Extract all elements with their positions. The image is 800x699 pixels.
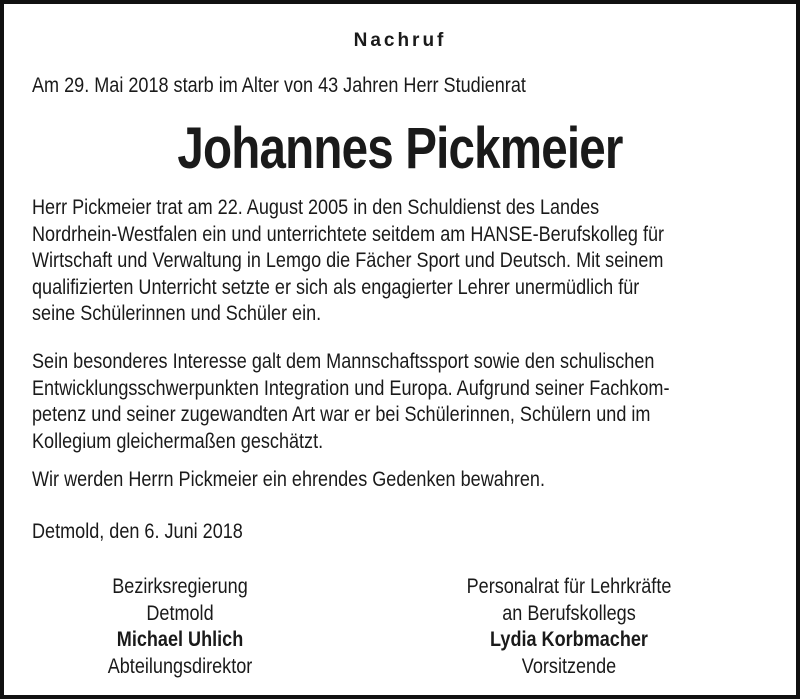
paragraph-remembrance [32,467,780,494]
signatory-organization: Bezirksregierung [112,575,248,598]
text-line: Herr Pickmeier trat am 22. August 2005 in den Schuldienst des Landes [32,196,600,219]
text-line: Entwicklungsschwerpunkten Integration und Europa. Aufgrund seiner Fachkom- [32,376,670,400]
signatory-organization: Personalrat für Lehrkräfte [466,575,672,598]
text-line: Kollegium gleichermaßen geschätzt. [32,429,324,453]
signatory-role: Vorsitzende [521,654,617,678]
signatory-location: an Berufskollegs [502,601,636,625]
signatory-name: Lydia Korbmacher [490,628,648,651]
place-and-date: Detmold, den 6. Juni 2018 [32,520,243,543]
signatory-role: Abteilungsdirektor [107,654,253,678]
text-line: Sein besonderes Interesse galt dem Mannschaftssport sowie den schulischen [32,350,655,373]
text-line: seine Schülerinnen und Schüler ein. [32,302,322,325]
text-line: Wir werden Herrn Pickmeier ein ehrendes Gedenken bewahren. [32,468,545,491]
intro-line: Am 29. Mai 2018 starb im Alter von 43 Jahren Herr Studienrat [32,74,526,97]
deceased-name: Johannes Pickmeier [177,116,623,181]
signatory-name: Michael Uhlich [116,628,244,651]
notice-heading: Nachruf [353,30,447,51]
signature-block-right [440,574,698,680]
signature-block-left [51,574,309,680]
signatory-location: Detmold [146,601,214,625]
text-line: petenz und seiner zugewandten Art war er bei Schülerinnen, Schülern und im [32,403,651,426]
text-line: Nordrhein-Westfalen ein und unterrichtete seitdem am HANSE-Berufskolleg für [32,222,665,246]
text-line: qualifizierten Unterricht setzte er sich als engagierter Lehrer unermüdlich für [32,275,640,299]
paragraph-interests [32,349,780,455]
paragraph-career [32,195,780,328]
text-line: Wirtschaft und Verwaltung in Lemgo die Fächer Sport und Deutsch. Mit seinem [32,249,664,272]
